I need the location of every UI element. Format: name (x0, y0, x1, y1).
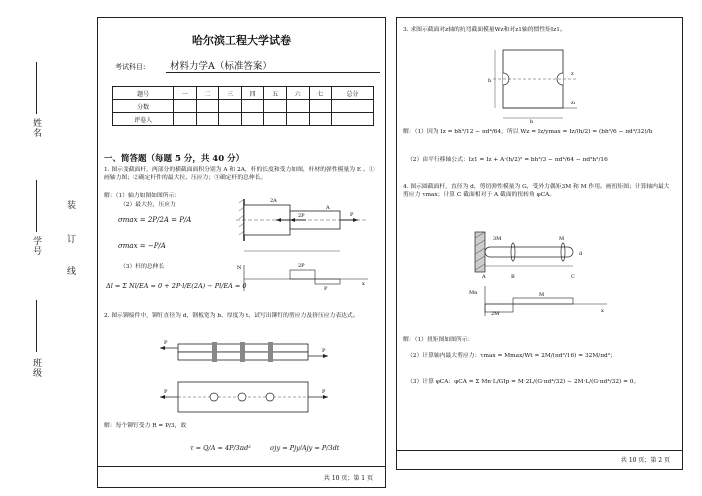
class-blank[interactable] (36, 300, 37, 352)
svg-text:z₁: z₁ (571, 100, 576, 106)
q3-text: 3. 求图示截面对z轴的抗弯截面模量Wz和对z1轴的惯性矩Iz1。 (403, 27, 566, 33)
subject-value: 材料力学A（标准答案） (166, 58, 380, 73)
score-header: 六 (286, 87, 309, 100)
svg-text:A: A (326, 205, 330, 211)
svg-text:B: B (511, 274, 515, 280)
score-header: 一 (174, 87, 197, 100)
q1-delta: Δl = Σ Nl/EA = 0 + 2P·l/E(2A) − Pl/EA = 0 (106, 282, 247, 290)
score-header: 五 (264, 87, 287, 100)
score-row-label: 评卷人 (113, 113, 174, 126)
score-header: 题号 (113, 87, 174, 100)
svg-text:Mn: Mn (469, 290, 478, 296)
xian-mark: 线 (65, 266, 75, 276)
svg-text:2A: 2A (270, 198, 277, 204)
svg-text:P: P (164, 340, 168, 346)
exam-title: 哈尔滨工程大学试卷 (192, 34, 291, 47)
svg-text:2P: 2P (298, 213, 305, 219)
svg-text:z: z (571, 71, 574, 77)
svg-text:d: d (579, 251, 583, 257)
q4-answer-3: （3）计算 φCA：φCA = Σ Mn·L/GIp = M·2L/(G·πd⁴/32) − 2M·L/(G·πd⁴/32) = 0。 (407, 379, 640, 385)
svg-text:C: C (571, 274, 575, 280)
class-label: 班级 (31, 358, 41, 378)
ding-mark: 订 (65, 234, 75, 244)
score-header: 二 (196, 87, 219, 100)
q2-tau: τ = Q/A = 4P/3πd² (190, 444, 251, 452)
name-label: 姓名 (31, 118, 41, 138)
score-header: 七 (309, 87, 332, 100)
svg-text:N: N (237, 265, 242, 271)
svg-text:P: P (164, 389, 168, 395)
exam-page-2 (396, 17, 683, 470)
q2-sigma-jy: σjy = Pjy/Ajy = P/3dt (270, 444, 340, 452)
svg-text:b: b (530, 119, 534, 124)
svg-text:2P: 2P (298, 263, 305, 269)
q1-sigma-min: σmax = −P/A (118, 242, 166, 250)
svg-text:P: P (350, 212, 354, 218)
page-1-footer: 共 10 页；第 1 页 (323, 475, 373, 482)
q3-answer-1: 解：（1）因为 Iz = bh³/12 − πd⁴/64，所以 Wz = Iz/ymax = Iz/(h/2) = (bh³/6 − πd⁴/32)/h (403, 129, 653, 135)
name-blank[interactable] (36, 62, 37, 114)
section-title: 一、简答题（每题 5 分，共 40 分） (104, 154, 245, 164)
q1-answer-3: （3）杆的总伸长 (120, 264, 165, 270)
id-label: 学号 (31, 236, 41, 256)
subject-label: 考试科目: (115, 63, 146, 71)
score-row-label: 分数 (113, 100, 174, 113)
exam-page-1 (97, 17, 386, 488)
q4-answer-1: 解：（1）扭矩图如图所示： (403, 337, 474, 343)
svg-text:2M: 2M (491, 311, 500, 316)
id-blank[interactable] (36, 180, 37, 232)
svg-text:M: M (539, 292, 545, 298)
q3-answer-2: （2）由平行移轴公式：Iz1 = Iz + A·(h/2)² = bh³/3 − πd⁴/64 − πd²h²/16 (407, 157, 608, 163)
q1-figure (236, 193, 376, 293)
q1-sigma-max: σmax = 2P/2A = P/A (118, 216, 192, 224)
q4-figure (467, 224, 617, 316)
page-2-footer: 共 10 页；第 2 页 (620, 457, 670, 464)
score-table (112, 86, 374, 126)
svg-text:x: x (362, 281, 365, 287)
svg-text:P: P (322, 389, 326, 395)
q4-answer-2: （2）计算轴内最大剪应力：τmax = Mmax/Wt = 2M/(πd³/16) = 32M/πd³； (407, 353, 616, 359)
score-header: 四 (241, 87, 264, 100)
svg-text:A: A (482, 274, 486, 280)
score-header: 总分 (332, 87, 374, 100)
q2-answer-1: 解：每个铆钉受力 R = P/3，故 (104, 423, 187, 429)
svg-text:x: x (601, 308, 604, 314)
q3-figure (473, 44, 583, 124)
svg-text:P: P (322, 348, 326, 354)
svg-text:M: M (559, 236, 565, 242)
q1-answer-2: （2）最大拉，压应力 (120, 202, 176, 208)
zhuang-mark: 装 (65, 200, 75, 210)
q4-text: 4. 图示圆截面杆，直径为 d，剪切弹性模量为 G，受外力偶矩3M 和 M 作用。画扭矩图；计算轴内最大剪应力 τmax；计算 C 截面相对于 A 截面的扭转角 φCA。 (403, 184, 670, 198)
score-header: 三 (219, 87, 242, 100)
svg-text:P: P (324, 286, 328, 292)
q1-answer-1: 解：（1）轴力如图如图所示： (104, 193, 181, 199)
svg-text:h: h (488, 78, 492, 84)
svg-text:3M: 3M (493, 236, 502, 242)
q2-figure (158, 334, 338, 426)
q2-text: 2. 图示铆接件中，铆钉直径为 d，钢板宽为 b、厚度为 t，试写出铆钉的剪应力及挤压应力表达式。 (104, 313, 359, 319)
q1-text: 1. 图示变截面杆，两部分的横截面面积分别为 A 和 2A，杆的长度和受力如图，杆材的弹性模量为 E 。①画轴力图；②确定杆件的最大拉、压应力；③确定杆的总伸长。 (104, 167, 375, 181)
